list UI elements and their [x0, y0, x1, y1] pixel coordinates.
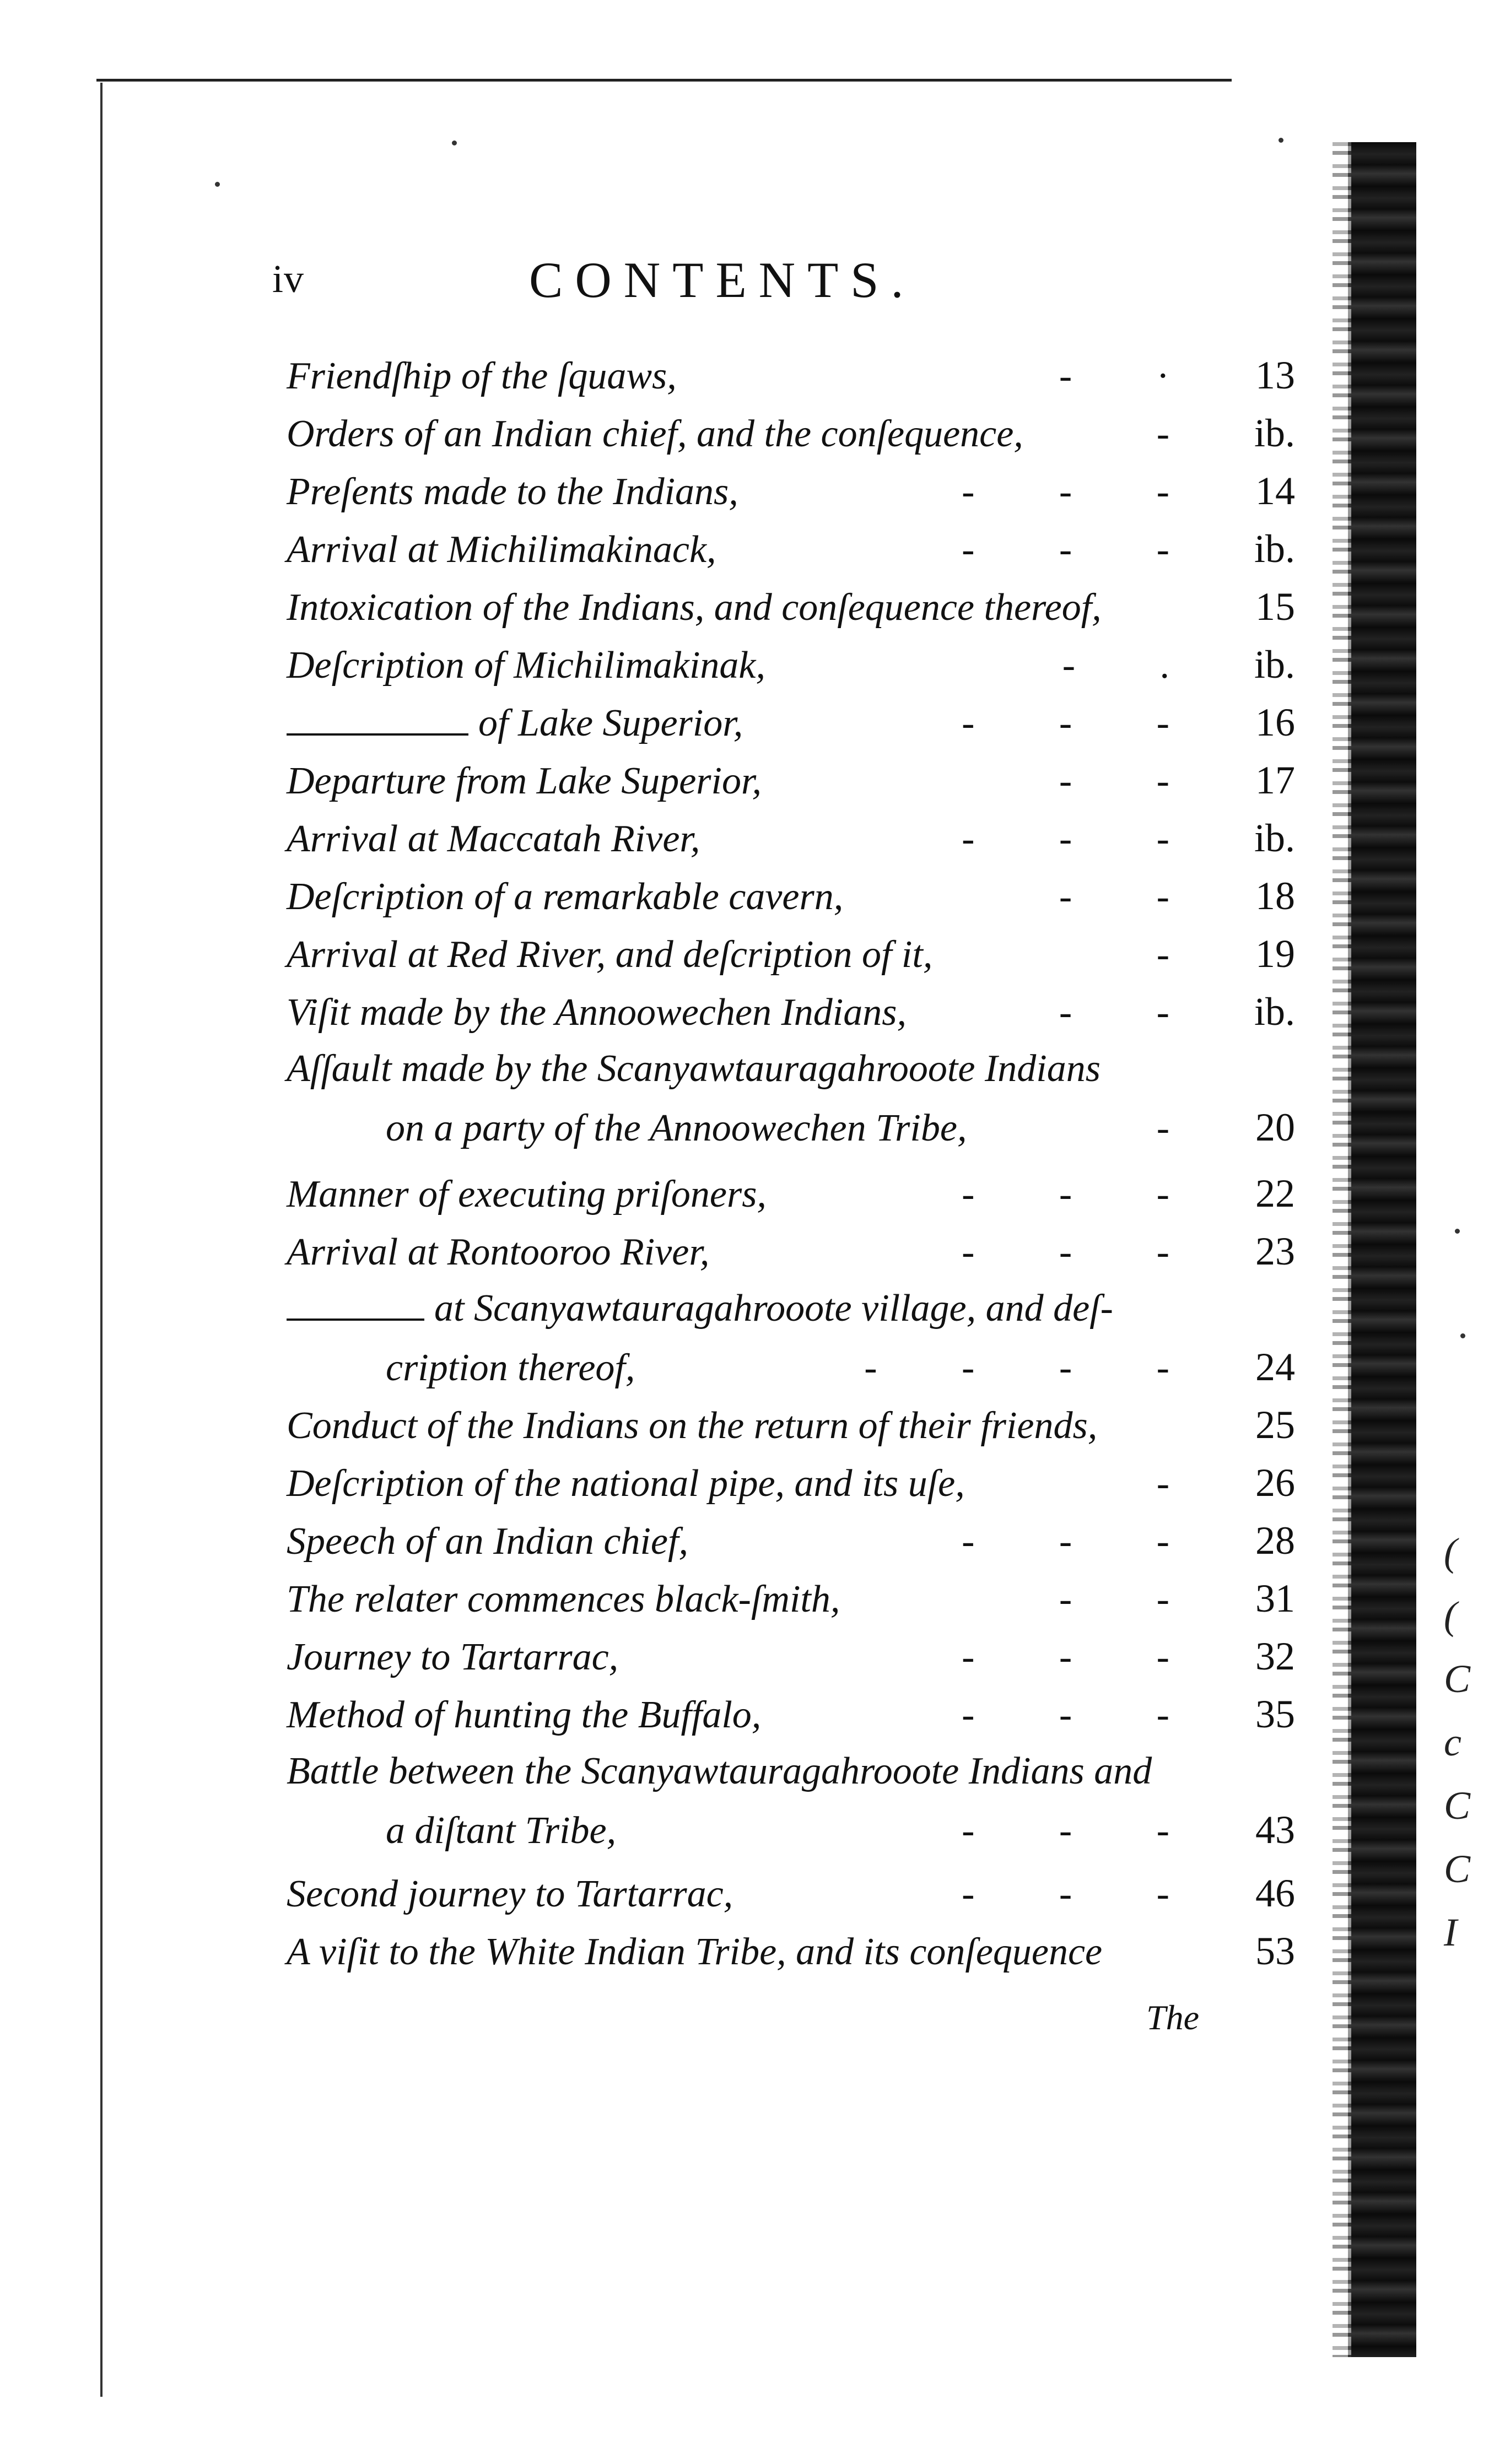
entry-leader: - - - [962, 1520, 1207, 1563]
contents-entry [287, 1928, 1295, 1984]
entry-page: ib. [1254, 527, 1295, 571]
entry-title: Manner of executing priſoners, [287, 1173, 767, 1215]
entry-page: 23 [1255, 1229, 1295, 1273]
contents-entry [287, 1287, 1295, 1342]
entry-leader: - . [1062, 644, 1207, 687]
entry-page: ib. [1254, 816, 1295, 860]
entry-page: 53 [1255, 1929, 1295, 1973]
entry-page: 22 [1255, 1171, 1295, 1215]
contents-entry [287, 1171, 1295, 1226]
entry-leader: - - - - [864, 1347, 1207, 1389]
entry-page: ib. [1254, 411, 1295, 455]
contents-entry [287, 1402, 1295, 1457]
entry-page: 25 [1255, 1403, 1295, 1447]
entry-leader: - [1156, 933, 1207, 976]
entry-page: 18 [1255, 874, 1295, 918]
contents-entry-continuation [386, 1344, 1295, 1399]
entry-title: Second journey to Tartarrac, [287, 1873, 733, 1915]
entry-page: 32 [1255, 1634, 1295, 1678]
entry-page: 26 [1255, 1461, 1295, 1505]
contents-entry [287, 1576, 1295, 1631]
facing-page-letter: C [1444, 1784, 1471, 1828]
entry-page: 16 [1255, 700, 1295, 744]
entry-page: 31 [1255, 1576, 1295, 1620]
contents-entry [287, 758, 1295, 813]
entry-leader: - - [1059, 760, 1207, 802]
entry-title: of Lake Superior, [478, 702, 743, 744]
contents-entry [287, 410, 1295, 466]
entry-title: cription thereof, [386, 1347, 635, 1389]
entry-page: 35 [1255, 1692, 1295, 1736]
entry-title: Speech of an Indian chief, [287, 1520, 688, 1563]
entry-leader: - - - [962, 1173, 1207, 1215]
entry-page: 46 [1255, 1871, 1295, 1915]
entry-leader: - - - [962, 1809, 1207, 1852]
entry-title: a diſtant Tribe, [386, 1809, 617, 1852]
entry-page: ib. [1254, 990, 1295, 1034]
contents-entry [287, 700, 1295, 755]
entry-leader: - - - [962, 1636, 1207, 1678]
entry-page: ib. [1254, 642, 1295, 687]
contents-entry [287, 1047, 1295, 1102]
facing-page-letter: C [1444, 1847, 1471, 1891]
contents-entry [287, 873, 1295, 928]
entry-leader: - - - [962, 1231, 1207, 1273]
ditto-rule [287, 733, 468, 736]
ditto-rule [287, 1319, 424, 1321]
entry-page: 43 [1255, 1808, 1295, 1852]
contents-entry [287, 1518, 1295, 1573]
page-title: CONTENTS. [529, 252, 916, 308]
page-folio: iv [272, 257, 305, 301]
contents-entry [287, 931, 1295, 986]
entry-leader: - - - [962, 702, 1207, 744]
entry-title: Intoxication of the Indians, and conſequence thereof, [287, 586, 1102, 629]
entry-title: A viſit to the White Indian Tribe, and its conſequence [287, 1931, 1103, 1973]
facing-page-letter: I [1444, 1910, 1457, 1954]
contents-entry [287, 1749, 1295, 1804]
contents-entry [287, 526, 1295, 581]
entry-title: at Scanyawtauragahrooote village, and deſ- [434, 1287, 1113, 1330]
entry-title: Deſcription of a remarkable cavern, [287, 876, 844, 918]
entry-leader: - - - [962, 818, 1207, 860]
entry-title: Departure from Lake Superior, [287, 760, 762, 802]
contents-entry [287, 1229, 1295, 1284]
entry-leader: - - - [962, 528, 1207, 571]
entry-page: 13 [1255, 353, 1295, 397]
entry-leader: - - - [962, 471, 1207, 513]
entry-title: Conduct of the Indians on the return of their friends, [287, 1404, 1098, 1447]
entry-title: Arrival at Michilimakinack, [287, 528, 716, 571]
entry-leader: - - [1059, 991, 1207, 1034]
contents-entry [287, 468, 1295, 523]
entry-leader: - [1156, 1462, 1207, 1505]
catchword: The [1146, 1998, 1199, 2037]
entry-title: Orders of an Indian chief, and the conſequence, [287, 413, 1023, 455]
facing-page-letter: ( [1444, 1593, 1457, 1638]
entry-title: Journey to Tartarrac, [287, 1636, 619, 1678]
contents-entry [287, 1460, 1295, 1515]
entry-title: Viſit made by the Annoowechen Indians, [287, 991, 907, 1034]
contents-entry-continuation [386, 1807, 1295, 1862]
entry-leader: - - - [962, 1694, 1207, 1736]
entry-title: Deſcription of Michilimakinak, [287, 644, 765, 687]
entry-page: 28 [1255, 1519, 1295, 1563]
entry-leader: - - [1059, 1578, 1207, 1620]
facing-page-letter: c [1444, 1720, 1461, 1764]
entry-leader: - - [1059, 876, 1207, 918]
contents-entry [287, 989, 1295, 1044]
entry-title: Aſſault made by the Scanyawtauragahrooote Indians [287, 1047, 1101, 1090]
entry-title: Battle between the Scanyawtauragahrooote Indians and [287, 1750, 1152, 1792]
entry-leader: - [1156, 413, 1207, 455]
contents-entry [287, 584, 1295, 639]
entry-leader: - - - [962, 1873, 1207, 1915]
facing-page-letter: ( [1444, 1530, 1457, 1574]
entry-page: 20 [1255, 1105, 1295, 1149]
entry-leader: - [1156, 1107, 1207, 1149]
contents-entry [287, 1634, 1295, 1689]
entry-page: 24 [1255, 1345, 1295, 1389]
contents-entry [287, 642, 1295, 697]
entry-title: Preſents made to the Indians, [287, 471, 738, 513]
entry-page: 17 [1255, 758, 1295, 802]
facing-page-letter: C [1444, 1657, 1471, 1701]
entry-title: Arrival at Maccatah River, [287, 818, 700, 860]
contents-entry [287, 815, 1295, 871]
entry-title: on a party of the Annoowechen Tribe, [386, 1107, 967, 1149]
entry-title: Arrival at Rontooroo River, [287, 1231, 710, 1273]
entry-title: The relater commences black-ſmith, [287, 1578, 840, 1620]
contents-entry [287, 1871, 1295, 1926]
entry-title: Arrival at Red River, and deſcription of it, [287, 933, 933, 976]
entry-leader: - · [1059, 355, 1207, 397]
entry-title: Friendſhip of the ſquaws, [287, 355, 677, 397]
contents-entry [287, 353, 1295, 408]
entry-title: Method of hunting the Buffalo, [287, 1694, 762, 1736]
entry-title: Deſcription of the national pipe, and its uſe, [287, 1462, 965, 1505]
entry-page: 19 [1255, 932, 1295, 976]
contents-entry-continuation [386, 1105, 1295, 1160]
contents-entry [287, 1692, 1295, 1747]
entry-page: 14 [1255, 469, 1295, 513]
entry-page: 15 [1255, 585, 1295, 629]
